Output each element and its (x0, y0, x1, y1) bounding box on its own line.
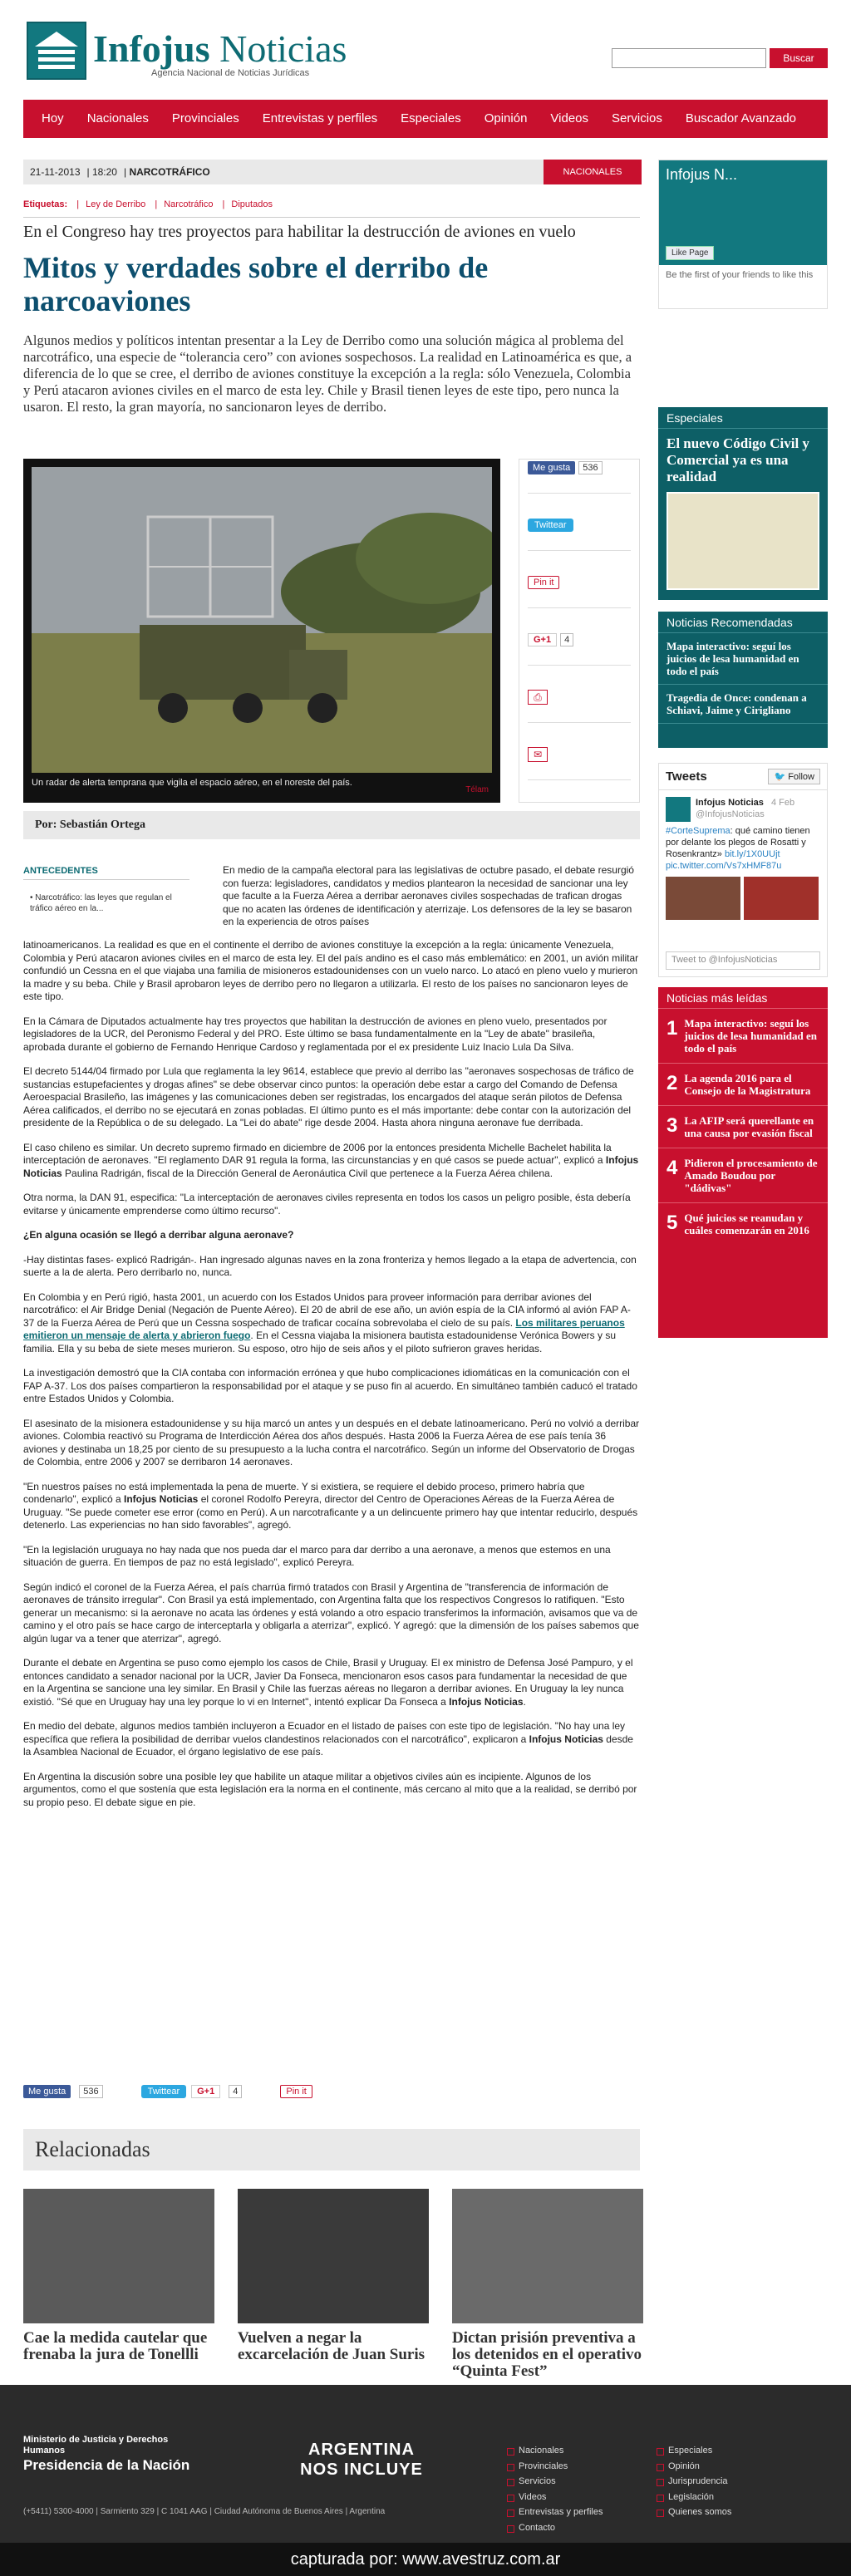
footer-link[interactable]: Nacionales (507, 2443, 603, 2459)
mas-leidas-box (658, 987, 828, 1338)
article-photo (23, 459, 500, 803)
related-link[interactable]: Cae la medida cautelar que frenaba la jura de Tonellli (23, 2329, 208, 2363)
footer-link[interactable]: Jurisprudencia (657, 2474, 731, 2490)
article-paragraph: El caso chileno es similar. Un decreto supremo firmado en diciembre de 2006 por la entonces presidenta Michelle Bachelet habilita la interceptación de aeronaves. "El reglamento DAR 91 regula la forma, las circunstancias y en qué casos se puede actuar", explicó a Infojus Noticias Paulina Radrigán, fiscal de la Dirección General de Aeronáutica Civil que pertenece a la Fuerza Aérea chilena. (23, 1141, 639, 1179)
article-kicker: En el Congreso hay tres proyectos para habilitar la destrucción de aviones en vuelo (23, 223, 576, 241)
antecedentes-title: ANTECEDENTES (23, 866, 189, 880)
article-paragraph: "En la legislación uruguaya no hay nada que nos pueda dar el marco para dar derribo a una aeronave, a menos que estemos en una situación de guerra. En tiempos de paz no está legislado", explicó Pereyra. (23, 1543, 611, 1568)
nav-provinciales[interactable]: Provinciales (171, 111, 239, 125)
tweet-user[interactable]: Infojus Noticias (696, 798, 764, 808)
mas-leidas-heading: Noticias más leídas (658, 987, 828, 1009)
gplus-button[interactable]: G+1 (191, 2085, 220, 2098)
facebook-like-button[interactable]: Me gusta (23, 2085, 71, 2098)
mas-leidas-item[interactable]: 5 Qué juicios se reanudan y cuáles comenzarán en 2016 (667, 1212, 809, 1236)
gplus-count: 4 (229, 2085, 242, 2098)
related-image[interactable] (238, 2189, 429, 2323)
article-paragraph: En medio de la campaña electoral para las legislativas de octubre pasado, el debate resurgió con fuerza: legisladores, candidatos y medios plantearon la necesidad de sancionar una ley que faculte a la Fuerza Aérea a derribar aeronaves civiles sospechadas de trafican drogas que no acaten las órdenes de identificación y aterrizaje. Los defensores de la ley se basaron en la experiencia de otros países (223, 864, 634, 927)
footer-link[interactable]: Provinciales (507, 2459, 603, 2475)
radar-photo (32, 467, 492, 773)
article-paragraph: "En nuestros países no está implementada la pena de muerte. Y si existiera, se requiere el debido proceso, primero habría que condenarlo", explicó a Infojus Noticias el coronel Rodolfo Pereyra, director del Centro de Operaciones Aéreas de la Fuerza Aérea de Uruguay. "Se puede cometer ese error (como en Perú). A un narcotraficante y a un delincuente primero hay que intentar reducirlo, después detenerlo. Las experiencias no han sido favorables", agregó. (23, 1480, 638, 1531)
mas-leidas-item[interactable]: 2 La agenda 2016 para el Consejo de la Magistratura (658, 1064, 828, 1106)
photo-caption: Un radar de alerta temprana que vigila el espacio aéreo, en el noreste del país. (32, 778, 352, 788)
capture-watermark: capturada por: www.avestruz.com.ar (0, 2543, 851, 2576)
article-paragraph: latinoamericanos. La realidad es que en el continente el derribo de aviones constituye la excepción a la regla: únicamente Venezuela, Colombia y Perú atacaron aviones civiles en el marco de esta ley. El del país andino es el caso más emblemático: en 2001, un avión militar confundió un Cessna en el que viajaba una familia de misioneros estadounidenses con un vuelo narco. Lo atacó en pleno vuelo y murieron la madre y su beba. Chile y Brasil aprobaron leyes de derribo pero no llegaron a utilizarla. El resto de los países no sancionaron leyes de este tipo. (23, 939, 639, 1002)
mas-leidas-item[interactable]: 1 Mapa interactivo: seguí los juicios de lesa humanidad en todo el país (658, 1009, 828, 1064)
tweet-button[interactable]: Twittear (141, 2085, 187, 2098)
article-paragraph: En la Cámara de Diputados actualmente hay tres proyectos que habilitan la destrucción de aviones en pleno vuelo, presentados por legisladores de la UCR, del Peronismo Federal y del PRO. Este último se basa fundamentalmente en la "Ley de abate" brasileña, aprobada durante el gobierno de Fernando Henrique Cardoso y reglamentada por el ex presidente Luiz Inacio Lula Da Silva. (23, 1015, 608, 1053)
tag-link[interactable]: Ley de Derribo (86, 199, 146, 209)
article-date: 21-11-2013 (30, 166, 81, 178)
article-paragraph: Otra norma, la DAN 91, especifica: "La interceptación de aeronaves civiles representa en todos los casos un peligro posible, ésta debería evitarse y únicamente emprenderse como último recurso". (23, 1192, 631, 1217)
nav-especiales[interactable]: Especiales (401, 111, 461, 125)
footer-link[interactable]: Legislación (657, 2490, 731, 2505)
article-paragraph: Durante el debate en Argentina se puso como ejemplo los casos de Chile, Brasil y Uruguay. El ex ministro de Defensa José Pampuro, y el entonces candidato a senador nacional por la UCR, Javier Da Fonseca, mencionaron esos casos para fundamentar la necesidad de que en la Argentina se sancione una ley similar. En Brasil y Chile las fuerzas aéreas no llegaron a derribar aviones. En Uruguay la ley nunca existió. "Sé que en Uruguay hay una ley porque lo vi en Internet", intentó explicar Da Fonseca a Infojus Noticias. (23, 1657, 633, 1708)
tweet-handle[interactable]: @InfojusNoticias (696, 809, 765, 819)
share-panel (519, 459, 640, 803)
article-paragraph: El asesinato de la misionera estadounidense y su hija marcó un antes y un después en el debate latinoamericano. Perú no volvió a derribar aviones. Colombia reactivó su Programa de Interdicción Aérea dos años después. Hasta 2006 la Fuerza Aérea de ese país tenía 36 aviones y destinaba un 18,25 por ciento de su presupuesto a la lucha contra el narcotráfico. Según un informe del Observatorio de Drogas de Colombia, entre 2006 y 2007 se derribaron 14 aeronaves. (23, 1417, 640, 1467)
inline-article-link[interactable]: Los militares peruanos emitieron un mensaje de alerta y abrieron fuego (23, 1316, 625, 1341)
tag-link[interactable]: Diputados (231, 199, 273, 209)
nav-nacionales[interactable]: Nacionales (86, 111, 149, 125)
gplus-button[interactable]: G+1 (528, 633, 557, 646)
related-image[interactable] (23, 2189, 214, 2323)
mas-leidas-item[interactable]: 3 La AFIP será querellante en una causa por evasión fiscal (658, 1106, 828, 1148)
facebook-count: 536 (79, 2085, 102, 2098)
footer-presidency[interactable]: Presidencia de la Nación (23, 2457, 190, 2473)
logo-icon[interactable] (27, 22, 86, 80)
related-link[interactable]: Vuelven a negar la excarcelación de Juan Suris (238, 2329, 426, 2363)
tag-link[interactable]: Narcotráfico (164, 199, 214, 209)
footer-link[interactable]: Contacto (507, 2520, 603, 2536)
pinterest-button[interactable]: Pin it (528, 576, 559, 589)
recomendadas-heading: Noticias Recomendadas (658, 612, 828, 633)
article-author: Por: Sebastián Ortega (23, 811, 640, 839)
related-image[interactable] (452, 2189, 643, 2323)
article-paragraph: En Argentina la discusión sobre una posible ley que habilite un ataque militar a objetivos civiles aún es incipiente. Algunos de los argumentos, como el que sostenía que esta legislación era la norma en el continente, más cercano al mito que a la realidad, se derribó por su propio peso. El debate sigue en pie. (23, 1770, 637, 1808)
main-nav (23, 100, 828, 138)
footer-link[interactable]: Quienes somos (657, 2505, 731, 2520)
especiales-link[interactable]: El nuevo Código Civil y Comercial ya es una realidad (667, 435, 809, 484)
article-headline: Mitos y verdades sobre el derribo de narcoaviones (23, 251, 489, 317)
nav-opinion[interactable]: Opinión (484, 111, 528, 125)
gplus-count: 4 (560, 633, 573, 646)
pinterest-button[interactable]: Pin it (280, 2085, 312, 2098)
footer-ministry[interactable]: Ministerio de Justicia y Derechos Humanos (23, 2435, 169, 2456)
recomendada-link[interactable]: Mapa interactivo: seguí los juicios de lesa humanidad en todo el país (658, 633, 828, 685)
article-paragraph: En medio del debate, algunos medios también incluyeron a Ecuador en el listado de países con este tipo de legislación. "No hay una ley específica que refiera la posibilidad de derribar vuelos clandestinos relacionados con el narcotráfico", explicaron a Infojus Noticias desde la Asamblea Nacional de Ecuador, el órgano legislativo de ese país. (23, 1720, 633, 1757)
search-button[interactable]: Buscar (770, 48, 828, 68)
footer-link[interactable]: Opinión (657, 2459, 731, 2475)
facebook-like-button[interactable]: Me gusta (528, 461, 575, 474)
tweet-button[interactable]: Twittear (528, 519, 573, 532)
antecedentes-link[interactable]: • Narcotráfico: las leyes que regulan el tráfico aéreo en la... (30, 893, 172, 913)
recomendadas-box (658, 612, 828, 748)
facebook-friends-text: Be the first of your friends to like this (666, 270, 814, 280)
mail-icon[interactable]: ✉ (528, 747, 548, 762)
nav-servicios[interactable]: Servicios (612, 111, 662, 125)
article-paragraph: -Hay distintas fases- explicó Radrigán-. Han ingresado algunas naves en la zona fronteriza y hemos llegado a la etapa de advertencia, con suerte a la de alerta. Pero derribarlo no, nunca. (23, 1253, 637, 1278)
nav-videos[interactable]: Videos (550, 111, 589, 125)
tags-bar: Etiquetas: | Ley de Derribo | Narcotráfico | Diputados (23, 199, 640, 218)
share-bar-bottom (23, 2082, 640, 2101)
tweet-date[interactable]: 4 Feb (770, 798, 795, 808)
footer-link[interactable]: Especiales (657, 2443, 731, 2459)
nav-hoy[interactable]: Hoy (42, 111, 64, 125)
especiales-heading: Especiales (658, 407, 828, 429)
article-lead: Algunos medios y políticos intentan presentar a la Ley de Derribo como una solución mágica al problema del narcotráfico, una especie de “tolerancia cero” con aviones sospechosos. La realidad en Latinoamérica es que, a diferencia de lo que se cree, el derribo de aviones constituye la excepción a la regla: sólo Venezuela, Colombia y Perú atacaron aviones civiles en el marco de esta ley. Chile y Brasil tienen leyes de este tipo, pero nunca la usaron. El resto, la gran mayoría, no sancionaron leyes de derribo. (23, 332, 632, 415)
photo-credit: Télam (465, 785, 489, 794)
article-category[interactable]: NARCOTRÁFICO (129, 166, 210, 178)
nav-entrevistas[interactable]: Entrevistas y perfiles (262, 111, 378, 125)
recomendada-link[interactable]: Tragedia de Once: condenan a Schiavi, Jaime y Cirigliano (658, 685, 828, 724)
facebook-widget (658, 160, 828, 309)
related-title: Relacionadas (23, 2129, 640, 2170)
article-paragraph: En Colombia y en Perú rigió, hasta 2001, un acuerdo con los Estados Unidos para proveer información para derribar aviones del narcotráfico: el Air Bridge Denial (Negación de Puente Aéreo). El 20 de abril de ese año, un avión espía de la CIA informó al avión FAP A-37 de la Fuerza Aérea de Perú que un Cessna sospechado de traficar cocaína sobrevolaba el cielo de su país. Los militares peruanos emitieron un mensaje de alerta y abrieron fuego. En el Cessna viajaba la misionera bautista estadounidense Verónica Bowers y su familia. Ella y su beba de siete meses murieron. Su esposo, otro hijo de seis años y el piloto sufrieron graves heridas. (23, 1290, 631, 1354)
facebook-page-name[interactable]: Infojus N... (666, 166, 738, 183)
facebook-count: 536 (578, 461, 602, 474)
article-body (23, 939, 640, 1821)
especiales-image[interactable] (667, 492, 819, 590)
footer-link[interactable]: Videos (507, 2490, 603, 2505)
footer-argentina-logo: ARGENTINA NOS INCLUYE (300, 2441, 423, 2479)
print-icon[interactable]: ⎙ (528, 690, 548, 705)
follow-button[interactable]: 🐦 Follow (768, 769, 820, 784)
footer-link[interactable]: Servicios (507, 2474, 603, 2490)
footer-links-col1 (507, 2443, 603, 2535)
article-paragraph: Según indicó el coronel de la Fuerza Aérea, el país charrúa firmó tratados con Brasil y Argentina de "transferencia de información de aeronaves de tránsito irregular". Con Brasil ya está implementado, con Argentina falta que los respectivos Congresos lo ratifiquen. "Esto generar un mecanismo: si la aeronave no acata las órdenes y está volando a otro espacio transferimos la información, avisamos que va de camino y el otro país se hace cargo de interceptarla y obligarla a aterrizar", explicó. Y agregó: que la dimensión de los países sabemos que algún lugar va a tener que aterrizar", agregó. (23, 1581, 639, 1644)
article-paragraph: El decreto 5144/04 firmado por Lula que reglamenta la ley 9614, establece que previo al derribo las "aeronaves sospechosas de tráfico de sustancias estupefacientes y drogas afines" se debe observar cinco puntos: la operación debe estar a cargo del Comando de Defensa Aeroespacial Brasileño, las imágenes y las comunicaciones deben ser registradas, los encargados del ataque serán pilotos de Defensa Aérea calificados, el derribo no se ejecutará en zonas pobladas. El último punto es el más importante: debe contar con la autorización del presidente de la República o de su delegado. La "Lei do abate" rige desde 2004. Hasta ahora ninguna aeronave fue derribada. (23, 1065, 634, 1128)
article-paragraph: La investigación demostró que la CIA contaba con información errónea y que hubo complicaciones idiomáticas en la comunicación con el FAP A-37. Los dos países compartieron la responsabilidad por el ataque y se puso fin al acuerdo. En simultáneo también caducó el tratado entre Estados Unidos y Colombia. (23, 1367, 637, 1404)
facebook-like-page-button[interactable]: Like Page (666, 246, 714, 260)
site-tagline: Agencia Nacional de Noticias Jurídicas (151, 68, 310, 78)
footer-links-col2 (657, 2443, 731, 2520)
search-input[interactable] (612, 48, 766, 68)
article-time: 18:20 (91, 166, 117, 178)
footer-link[interactable]: Entrevistas y perfiles (507, 2505, 603, 2520)
article-subheading: ¿En alguna ocasión se llegó a derribar alguna aeronave? (23, 1229, 294, 1241)
mas-leidas-item[interactable]: 4 Pidieron el procesamiento de Amado Boudou por "dádivas" (658, 1148, 828, 1203)
tags-label: Etiquetas: (23, 199, 68, 209)
especiales-box (658, 407, 828, 600)
related-link[interactable]: Dictan prisión preventiva a los detenidos en el operativo “Quinta Fest” (452, 2329, 642, 2380)
article-meta: 21-11-2013 | 18:20 | NARCOTRÁFICO (23, 160, 640, 184)
tweet-input[interactable]: Tweet to @InfojusNoticias (666, 951, 820, 970)
tweet-text: #CorteSuprema: qué camino tienen por delante los plegos de Rosatti y Rosenkrantz» bit.ly/1X0UUjt pic.twitter.com/Vs7xHMF87u (666, 826, 810, 871)
nav-buscador[interactable]: Buscador Avanzado (685, 111, 797, 125)
site-logo[interactable]: Infojus Noticias (93, 27, 347, 70)
tweets-heading: Tweets (666, 769, 707, 784)
twitter-widget (658, 763, 828, 977)
twitter-avatar[interactable] (666, 797, 691, 822)
section-badge[interactable]: NACIONALES (544, 160, 642, 184)
footer-address: (+5411) 5300-4000 | Sarmiento 329 | C 1041 AAG | Ciudad Autónoma de Buenos Aires | Argentina (23, 2507, 386, 2516)
